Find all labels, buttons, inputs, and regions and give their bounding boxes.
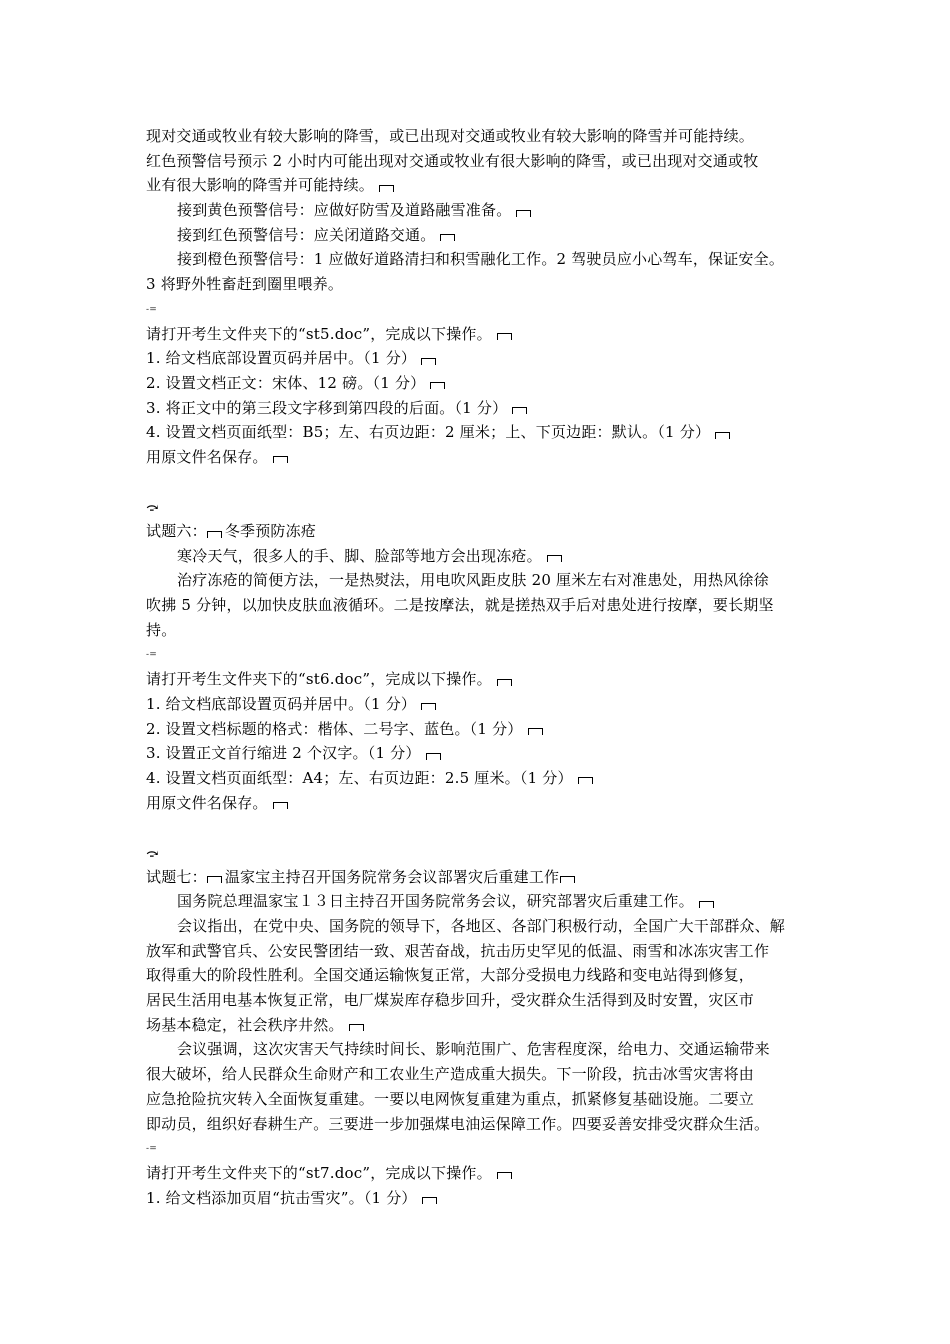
q6-item: 4. 设置文档页面纸型：A4；左、右页边距：2.5 厘米。（1 分） <box>146 766 816 791</box>
paragraph-line: 场基本稳定，社会秩序井然。 <box>146 1013 816 1038</box>
q6-item: 1. 给文档底部设置页码并居中。（1 分） <box>146 692 816 717</box>
paragraph-line: 业有很大影响的降雪并可能持续。 <box>146 173 816 198</box>
document-body <box>146 124 816 1210</box>
paragraph-mark-icon <box>422 1197 437 1204</box>
paragraph-mark-icon <box>497 333 512 340</box>
paragraph-mark-icon <box>273 802 288 809</box>
paragraph-mark-icon <box>440 234 455 241</box>
t7-heading: 试题七： 温家宝主持召开国务院常务会议部署灾后重建工作 <box>146 865 816 890</box>
q5-item: 3. 将正文中的第三段文字移到第四段的后面。（1 分） <box>146 396 816 421</box>
paragraph-mark-icon <box>349 1024 364 1031</box>
paragraph-mark-icon <box>547 555 562 562</box>
paragraph-line: 很大破坏，给人民群众生命财产和工农业生产造成重大损失。下一阶段，抗击冰雪灾害将由 <box>146 1065 755 1084</box>
paragraph-mark-icon <box>715 432 730 439</box>
paragraph-mark-icon <box>273 456 288 463</box>
q6-intro: 请打开考生文件夹下的“st6.doc”，完成以下操作。 <box>146 667 816 692</box>
paragraph-mark-icon <box>421 703 436 710</box>
paragraph-line: 即动员，组织好春耕生产。三要进一步加强煤电油运保障工作。四要妥善安排受灾群众生活。 <box>146 1114 770 1133</box>
q6-item: 3. 设置正文首行缩进 2 个汉字。（1 分） <box>146 741 816 766</box>
paragraph-mark-icon <box>516 210 531 217</box>
t6-heading: 试题六： 冬季预防冻疮 <box>146 522 317 540</box>
paragraph-line: 接到橙色预警信号：1 应做好道路清扫和积雪融化工作。2 驾驶员应小心驾车，保证安全。 <box>177 250 785 269</box>
paragraph-line: 接到红色预警信号：应关闭道路交通。 <box>146 223 816 248</box>
paragraph-line: 会议强调，这次灾害天气持续时间长、影响范围广、危害程度深，给电力、交通运输带来 <box>177 1040 770 1059</box>
paragraph-line: 寒冷天气，很多人的手、脚、脸部等地方会出现冻疮。 <box>146 544 816 569</box>
section-break-mark: ⤼ <box>146 843 159 862</box>
q5-save: 用原文件名保存。 <box>146 445 816 470</box>
paragraph-line: 持。 <box>146 620 177 639</box>
q7-item: 1. 给文档添加页眉“抗击雪灾”。（1 分） <box>146 1186 816 1211</box>
paragraph-line: 取得重大的阶段性胜利。全国交通运输恢复正常，大部分受损电力线路和变电站得到修复， <box>146 966 755 985</box>
break-mark: -= <box>146 1144 157 1155</box>
paragraph-mark-icon <box>512 407 527 414</box>
paragraph-mark-icon <box>560 876 575 883</box>
q5-item: 4. 设置文档页面纸型：B5；左、右页边距：2 厘米；上、下页边距：默认。（1 分） <box>146 420 816 445</box>
q7-intro: 请打开考生文件夹下的“st7.doc”，完成以下操作。 <box>146 1161 816 1186</box>
section-break-mark: ⤼ <box>146 497 159 516</box>
paragraph-line: 国务院总理温家宝１３日主持召开国务院常务会议，研究部署灾后重建工作。 <box>146 889 816 914</box>
paragraph-line: 3 将野外牲畜赶到圈里喂养。 <box>146 275 344 294</box>
paragraph-mark-icon <box>379 185 394 192</box>
q5-item: 1. 给文档底部设置页码并居中。（1 分） <box>146 346 816 371</box>
paragraph-mark-icon <box>430 382 445 389</box>
paragraph-mark-icon <box>497 679 512 686</box>
paragraph-line: 治疗冻疮的简便方法，一是热熨法，用电吹风距皮肤 20 厘米左右对准患处，用热风徐徐 <box>177 571 769 590</box>
paragraph-line: 吹拂 5 分钟，以加快皮肤血液循环。二是按摩法，就是搓热双手后对患处进行按摩，要长期坚 <box>146 596 774 615</box>
paragraph-mark-icon <box>207 531 222 538</box>
paragraph-line: 会议指出，在党中央、国务院的领导下，各地区、各部门积极行动，全国广大干部群众、解 <box>177 917 786 935</box>
paragraph-line: 居民生活用电基本恢复正常，电厂煤炭库存稳步回升，受灾群众生活得到及时安置，灾区市 <box>146 991 755 1010</box>
paragraph-line: 接到黄色预警信号：应做好防雪及道路融雪准备。 <box>146 198 816 223</box>
break-mark: -= <box>146 304 157 315</box>
paragraph-mark-icon <box>578 777 593 784</box>
paragraph-line: 现对交通或牧业有较大影响的降雪，或已出现对交通或牧业有较大影响的降雪并可能持续。 <box>146 127 755 145</box>
paragraph-mark-icon <box>528 728 543 735</box>
q5-item: 2. 设置文档正文：宋体、12 磅。（1 分） <box>146 371 816 396</box>
paragraph-line: 红色预警信号预示 2 小时内可能出现对交通或牧业有很大影响的降雪，或已出现对交通或牧 <box>146 151 759 170</box>
paragraph-mark-icon <box>699 901 714 908</box>
paragraph-line: 应急抢险抗灾转入全面恢复重建。一要以电网恢复重建为重点，抓紧修复基础设施。二要立 <box>146 1089 755 1108</box>
paragraph-mark-icon <box>207 876 222 883</box>
paragraph-mark-icon <box>497 1172 512 1179</box>
paragraph-mark-icon <box>426 753 441 760</box>
q6-save: 用原文件名保存。 <box>146 791 816 816</box>
paragraph-mark-icon <box>421 358 436 365</box>
paragraph-line: 放军和武警官兵、公安民警团结一致、艰苦奋战，抗击历史罕见的低温、雨雪和冰冻灾害工作 <box>146 941 770 960</box>
q6-item: 2. 设置文档标题的格式：楷体、二号字、蓝色。（1 分） <box>146 717 816 742</box>
break-mark: -= <box>146 650 157 661</box>
q5-intro: 请打开考生文件夹下的“st5.doc”，完成以下操作。 <box>146 322 816 347</box>
